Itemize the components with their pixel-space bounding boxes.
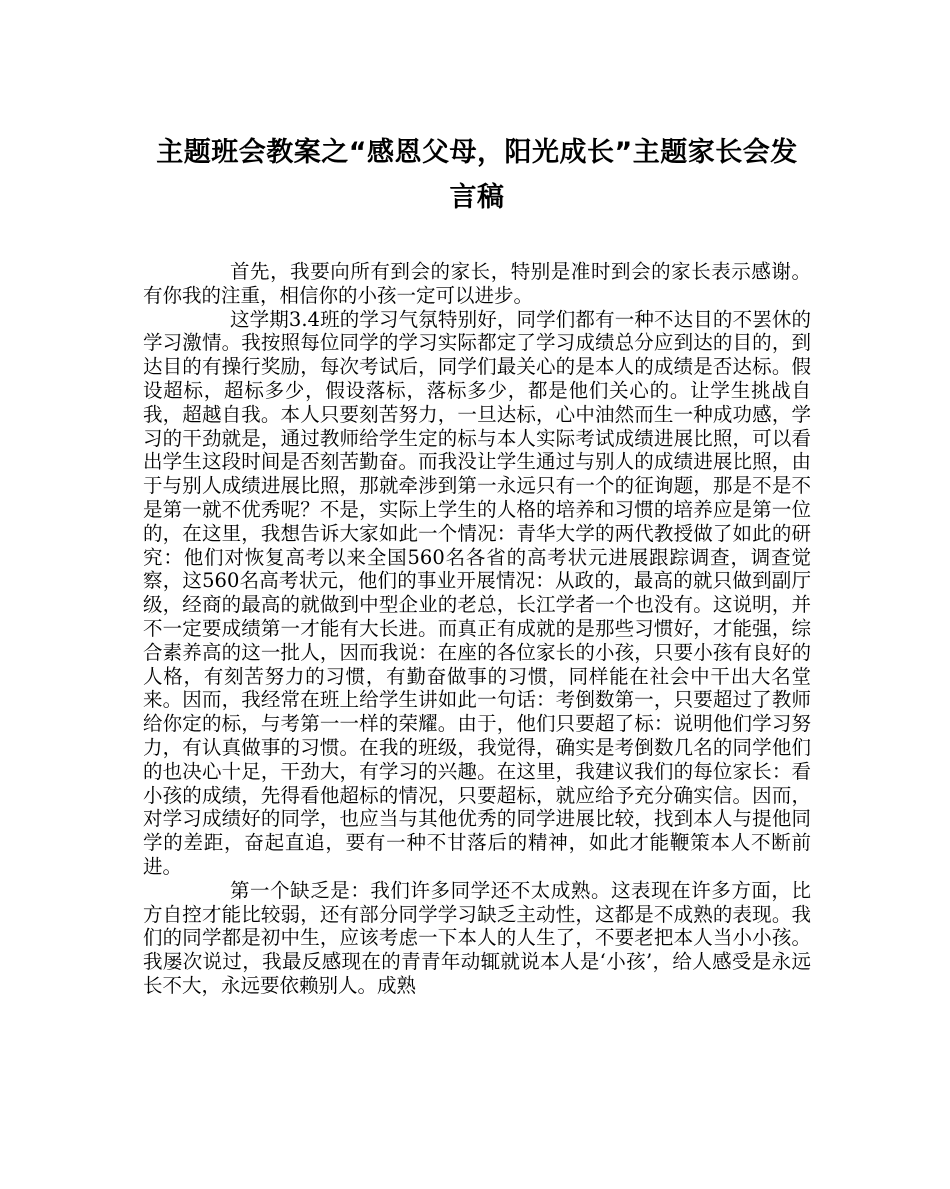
paragraph-class-atmosphere: 这学期3.4班的学习气氛特别好，同学们都有一种不达目的不罢休的学习激情。我按照每位同学的学习实际都定了学习成绩总分应到达的目的，到达目的有操行奖励，每次考试后，同学们最关心的是本人的成绩是否达标。假设超标，超标多少，假设落标，落标多少，都是他们关心的。让学生挑战自我，超越自我。本人只要刻苦努力，一旦达标，心中油然而生一种成功感，学习的干劲就是，通过教师给学生定的标与本人实际考试成绩进展比照，可以看出学生这段时间是否刻苦勤奋。而我没让学生通过与别人的成绩进展比照，由于与别人成绩进展比照，那就牵涉到第一永远只有一个的征询题，那是不是不是第一就不优秀呢？不是，实际上学生的人格的培养和习惯的培养应是第一位的，在这里，我想告诉大家如此一个情况：青华大学的两代教授做了如此的研究：他们对恢复高考以来全国560名各省的高考状元进展跟踪调查，调查觉察，这560名高考状元，他们的事业开展情况：从政的，最高的就只做到副厅级，经商的最高的就做到中型企业的老总，长江学者一个也没有。这说明，并不一定要成绩第一才能有大长进。而真正有成就的是那些习惯好，才能强，综合素养高的这一批人，因而我说：在座的各位家长的小孩，只要小孩有良好的人格，有刻苦努力的习惯，有勤奋做事的习惯，同样能在社会中干出大名堂来。因而，我经常在班上给学生讲如此一句话：考倒数第一，只要超过了教师给你定的标，与考第一一样的荣耀。由于，他们只要超了标：说明他们学习努力，有认真做事的习惯。在我的班级，我觉得，确实是考倒数几名的同学他们的也决心十足，干劲大，有学习的兴趣。在这里，我建议我们的每位家长：看小孩的成绩，先得看他超标的情况，只要超标，就应给予充分确实信。因而，对学习成绩好的同学，也应当与其他优秀的同学进展比较，找到本人与提他同学的差距，奋起直追，要有一种不甘落后的精神，如此才能鞭策本人不断前进。 [143,307,811,878]
paragraph-intro: 首先，我要向所有到会的家长，特别是准时到会的家长表示感谢。有你我的注重，相信你的小孩一定可以进步。 [143,260,811,307]
document-body [143,260,811,998]
paragraph-first-shortcoming: 第一个缺乏是：我们许多同学还不太成熟。这表现在许多方面，比方自控才能比较弱，还有部分同学学习缺乏主动性，这都是不成熟的表现。我们的同学都是初中生，应该考虑一下本人的人生了，不要老把本人当小小孩。我屡次说过，我最反感现在的青青年动辄就说本人是‘小孩’，给人感受是永远长不大，永远要依赖别人。成熟 [143,878,811,997]
document-title: 主题班会教案之“感恩父母，阳光成长”主题家长会发言稿 [156,137,798,213]
document-page [143,130,811,998]
